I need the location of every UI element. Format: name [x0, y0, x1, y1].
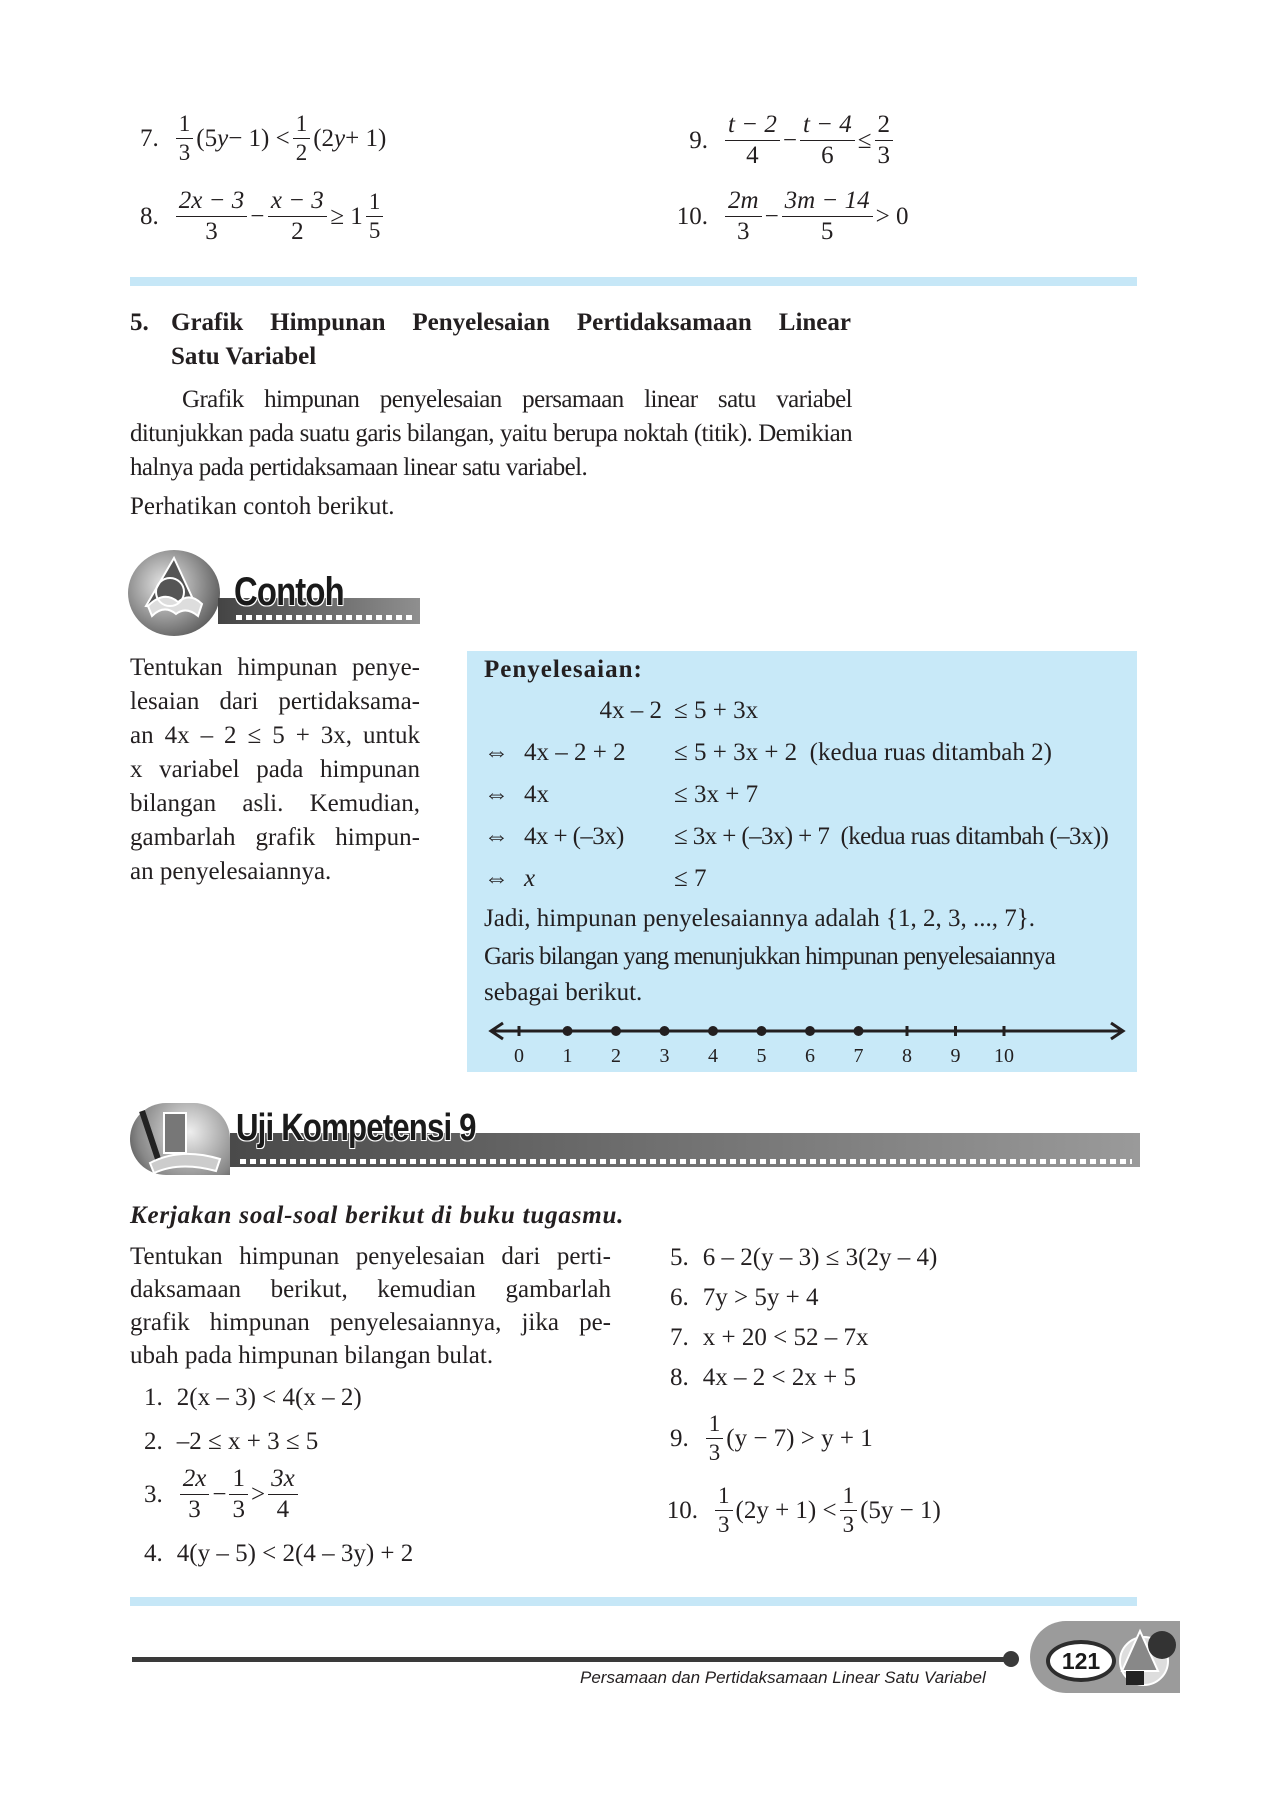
prev-exercise-10: 10. $\frac{2m}{3}$ − $\frac{3m - 14}{5}$ > 0 [676, 187, 909, 246]
number-line-point [660, 1026, 670, 1036]
page-number: 121 [1046, 1640, 1116, 1682]
pencil-book-icon [130, 1103, 230, 1175]
uji-item-2: 2. –2 ≤ x + 3 ≤ 5 [144, 1428, 319, 1455]
section-paragraph: Grafik himpunan penyelesaian persamaan linear satu variabel ditunjukkan pada suatu garis bilangan, yaitu berupa noktah (titik). Demikian halnya pada pertidaksamaan linear satu variabel. [130, 386, 852, 481]
uji-item-10: 10. $\frac{1}{3}$ (2y + 1) < $\frac{1}{3}$ (5y − 1) [666, 1483, 941, 1538]
uji-item-6: 6. 7y > 5y + 4 [670, 1284, 819, 1311]
number-line-label: 1 [562, 1045, 573, 1067]
solution-heading: Penyelesaian: [484, 656, 643, 683]
number-line-label: 0 [514, 1045, 524, 1067]
contoh-title: Contoh [234, 570, 344, 614]
pyramid-book-icon [128, 550, 220, 636]
number-line-point [854, 1026, 864, 1036]
solution-step-4: ⇔ 4x + (–3x) ≤ 3x + (–3x) + 7 (kedua ruas ditambah (–3x)) [484, 823, 1109, 850]
solution-box [467, 651, 1137, 1072]
number-line-label: 6 [805, 1045, 815, 1067]
number-line-label: 3 [659, 1045, 670, 1067]
pyramid-logo-icon [1118, 1627, 1180, 1689]
footer-rule [132, 1657, 1008, 1662]
contoh-banner [128, 550, 420, 636]
solution-graph-intro-2: sebagai berikut. [484, 979, 643, 1006]
chapter-title: Persamaan dan Pertidaksamaan Linear Satu Variabel [580, 1668, 986, 1687]
number-line-point [805, 1026, 815, 1036]
divider-bottom [130, 1597, 1137, 1606]
prev-exercise-7: 7. $\frac{1}{3}$ (5 y − 1) < $\frac{1}{2}$ (2 y + 1) [140, 111, 387, 166]
uji-title: Uji Kompetensi 9 [236, 1107, 476, 1149]
number-line-label: 8 [902, 1045, 912, 1067]
contoh-problem: Tentukan himpunan penye- lesaian dari pertidaksama- an 4x – 2 ≤ 5 + 3x, untuk x variabel pada himpunan bilangan asli. Kemudian, gambarlah grafik himpun- an penyelesaiannya. [130, 654, 420, 885]
prev-exercise-8: 8. $\frac{2x - 3}{3}$ − $\frac{x - 3}{2}$ ≥ 1 $\frac{1}{5}$ [140, 188, 386, 246]
uji-instruction: Kerjakan soal-soal berikut di buku tugasmu. [130, 1202, 625, 1229]
number-line-label: 7 [853, 1045, 864, 1067]
solution-step-5: ⇔ x ≤ 7 [484, 865, 707, 892]
divider-top [130, 277, 1137, 286]
uji-intro: Tentukan himpunan penyelesaian dari perti- daksamaan berikut, kemudian gambarlah grafik himpunan penyelesaiannya, jika pe- ubah pada himpunan bilangan bulat. [130, 1243, 611, 1369]
number-line-label: 10 [994, 1045, 1014, 1067]
contoh-logo-icon [128, 550, 220, 636]
solution-step-1: 4x – 2 ≤ 5 + 3x [599, 697, 759, 724]
uji-item-8: 8. 4x – 2 < 2x + 5 [670, 1364, 856, 1391]
number-line-label: 9 [950, 1045, 961, 1067]
number-line-point [563, 1026, 573, 1036]
number-line-label: 4 [708, 1045, 718, 1067]
section-title-line2: Satu Variabel [171, 343, 317, 370]
uji-banner [130, 1103, 1140, 1175]
uji-item-5: 5. 6 – 2(y – 3) ≤ 3(2y – 4) [670, 1244, 938, 1271]
number-line-label: 5 [756, 1045, 767, 1067]
section-note: Perhatikan contoh berikut. [130, 493, 395, 520]
uji-item-1: 1. 2(x – 3) < 4(x – 2) [144, 1384, 362, 1411]
uji-item-4: 4. 4(y – 5) < 2(4 – 3y) + 2 [144, 1540, 414, 1567]
solution-step-3: ⇔ 4x ≤ 3x + 7 [484, 781, 759, 808]
solution-step-2: ⇔ 4x – 2 + 2 ≤ 5 + 3x + 2 (kedua ruas ditambah 2) [484, 739, 1052, 766]
prev-exercise-9: 9. $\frac{t - 2}{4}$ − $\frac{t - 4}{6}$ ≤ $\frac{2}{3}$ [668, 112, 896, 170]
number-line-point [757, 1026, 767, 1036]
number-line-point [611, 1026, 621, 1036]
uji-item-7: 7. x + 20 < 52 – 7x [670, 1324, 869, 1351]
number-line-chart [487, 1016, 1127, 1072]
solution-conclusion: Jadi, himpunan penyelesaiannya adalah {1, 2, 3, ..., 7}. [484, 905, 1035, 932]
uji-item-3: 3. $\frac{2x}{3}$ − $\frac{1}{3}$ > $\frac{3x}{4}$ [144, 1466, 301, 1524]
uji-logo-icon [130, 1103, 230, 1175]
number-line-point [708, 1026, 718, 1036]
section-title-line1: Grafik Himpunan Penyelesaian Pertidaksamaan Linear [171, 309, 851, 336]
section-number: 5. [130, 309, 149, 336]
contoh-banner-dots [236, 615, 414, 620]
uji-item-9: 9. $\frac{1}{3}$ (y − 7) > y + 1 [670, 1411, 873, 1466]
uji-banner-dots [240, 1159, 1132, 1164]
solution-graph-intro-1: Garis bilangan yang menunjukkan himpunan penyelesaiannya [484, 943, 1055, 970]
number-line-label: 2 [611, 1045, 621, 1067]
footer-rule-dot [1003, 1651, 1019, 1667]
